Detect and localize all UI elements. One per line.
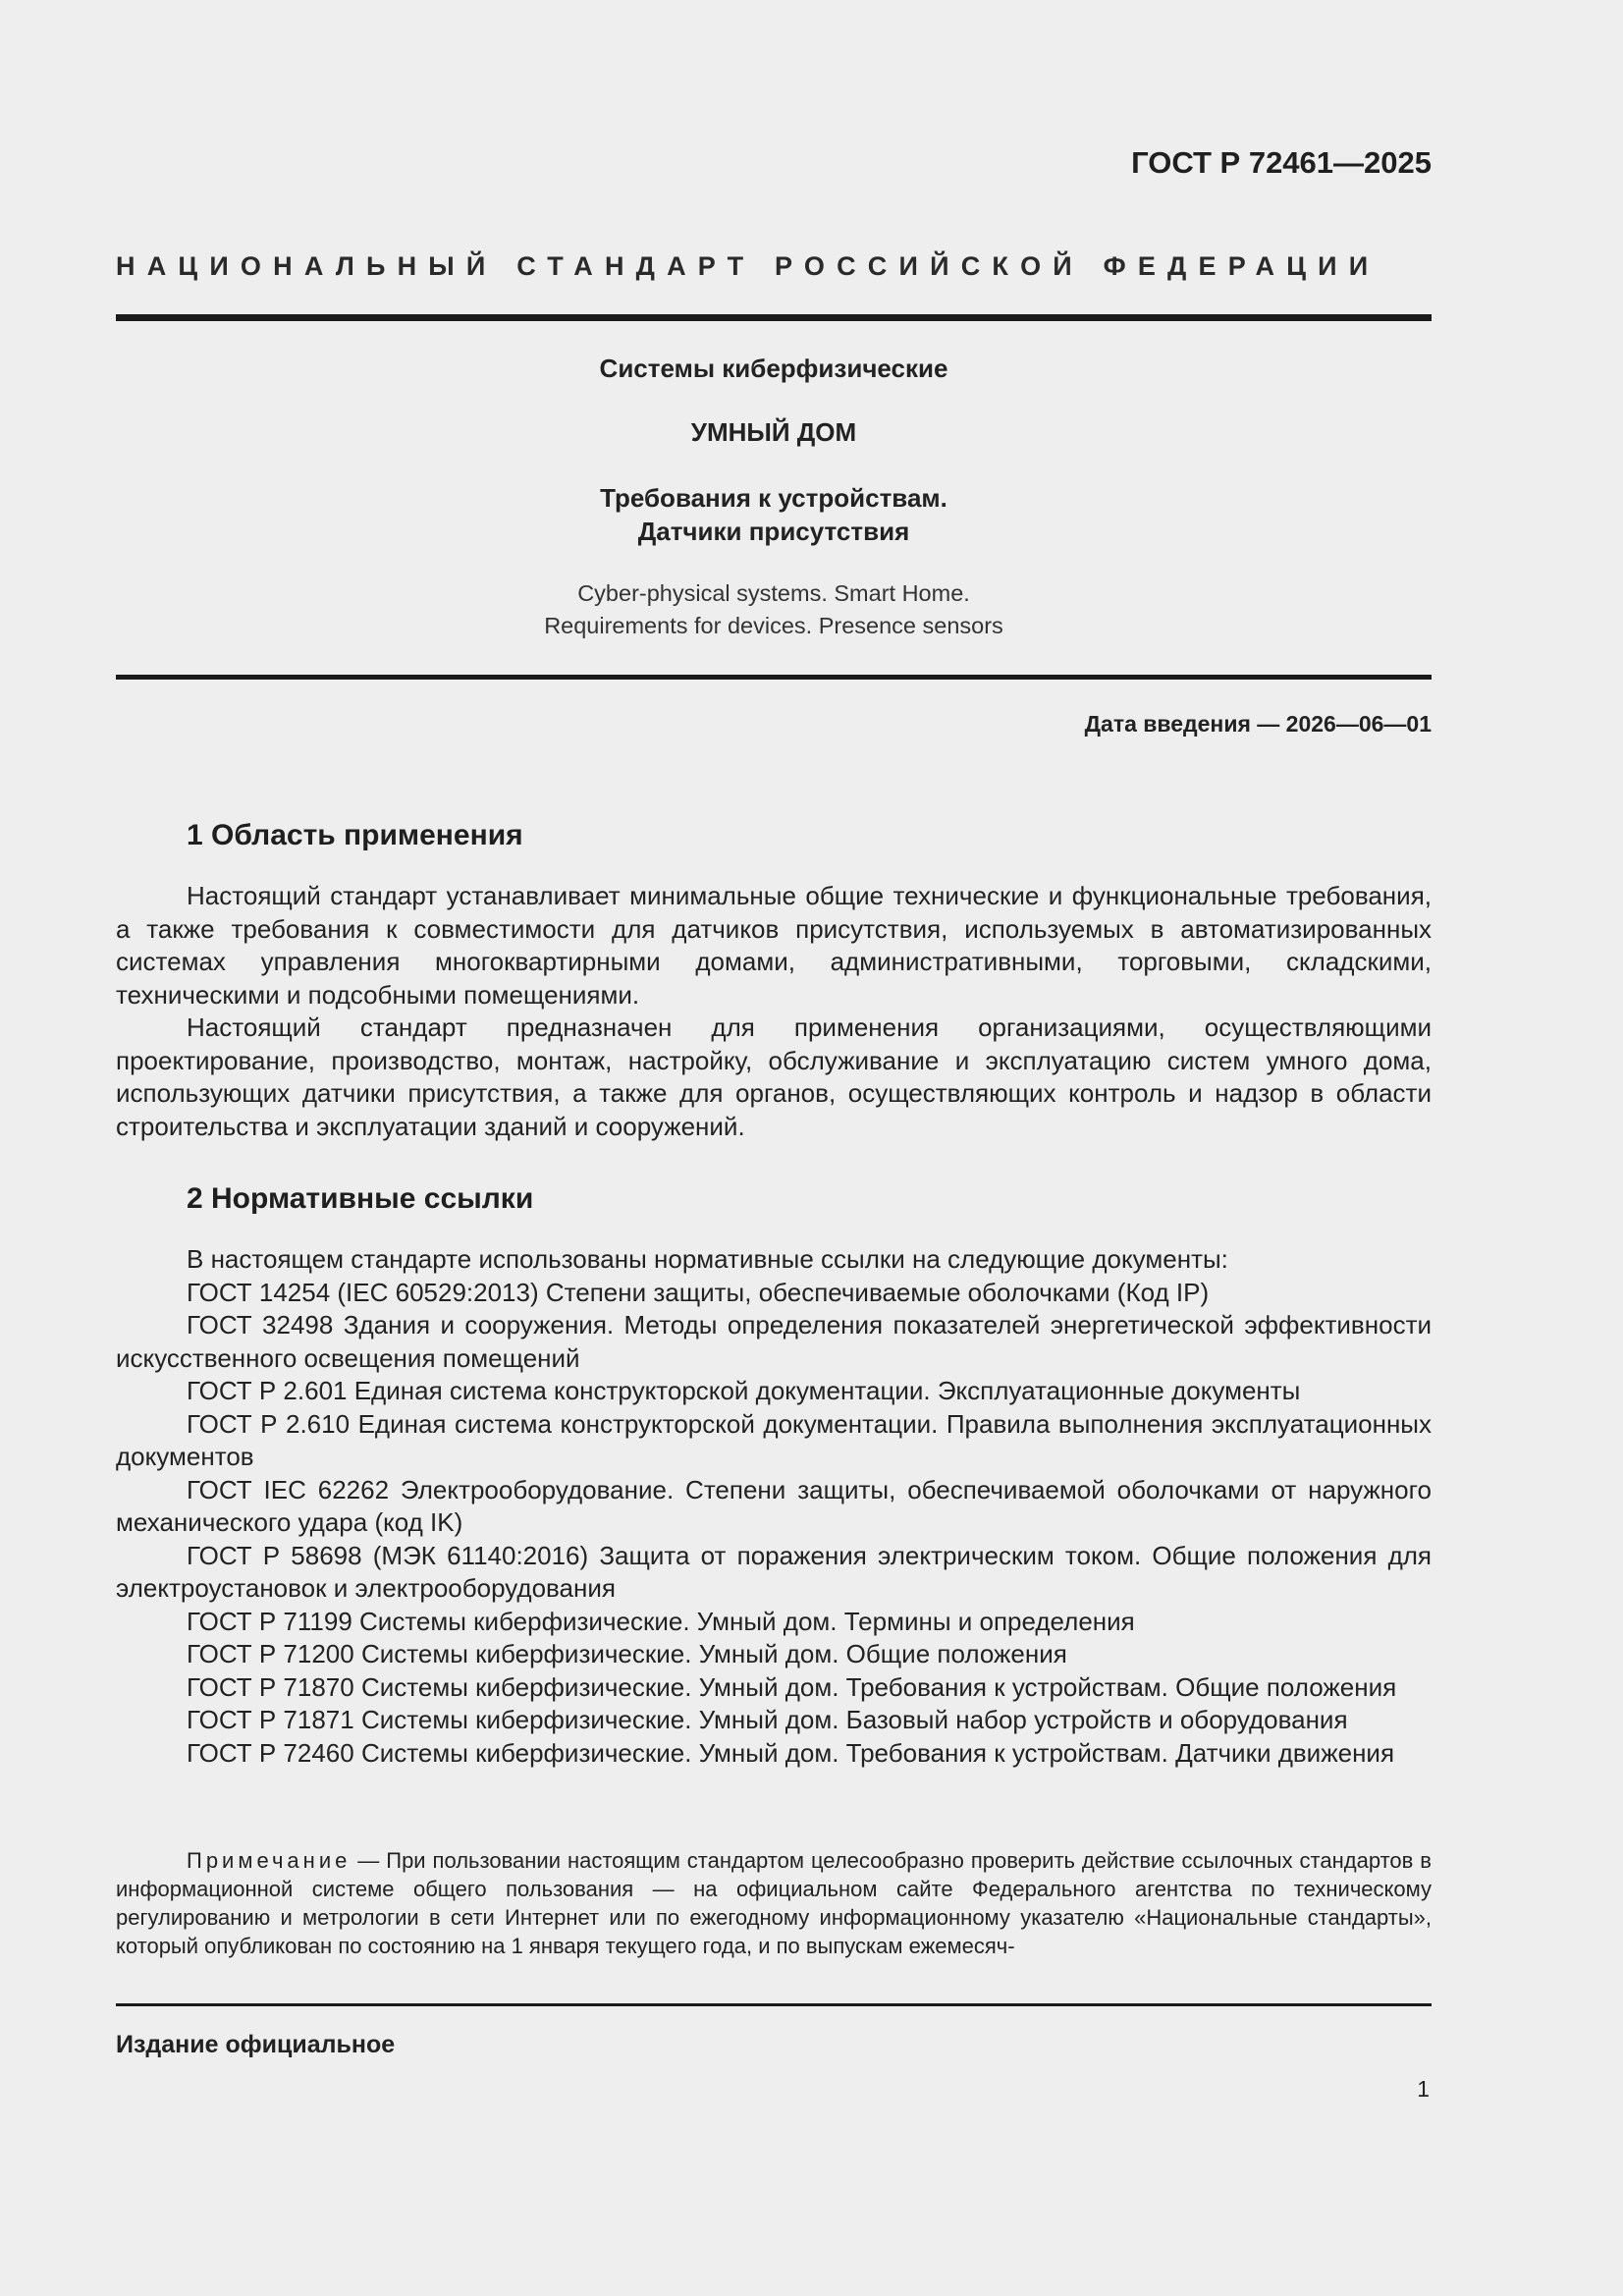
document-page xyxy=(116,0,1432,2296)
section-1-paragraph: Настоящий стандарт предназначен для применения организациями, осуществляющими проектирование, производство, монтаж, настройку, обслуживание и эксплуатацию систем умного дома, использующих датчики присутствия, а также для органов, осуществляющих контроль и надзор в области строительства и эксплуатации зданий и сооружений. xyxy=(116,1012,1432,1141)
title-requirements xyxy=(116,481,1432,548)
standard-code: ГОСТ Р 72461—2025 xyxy=(1131,145,1432,180)
title-english xyxy=(116,577,1432,642)
reference-item: ГОСТ 32498 Здания и сооружения. Методы определения показателей энергетической эффективности искусственного освещения помещений xyxy=(116,1310,1432,1373)
title-english-line1: Cyber-physical systems. Smart Home. xyxy=(577,580,970,606)
note-text: — При пользовании настоящим стандартом целесообразно проверить действие ссылочных стандартов в информационной системе общего пользования — на официальном сайте Федерального агентства по техническому регулированию и метрологии в сети Интернет или по ежегодному информационному указателю «Национальные стандарты», который опубликован по состоянию на 1 января текущего года, и по выпускам ежемесяч- xyxy=(116,1848,1432,1958)
title-smart-home: УМНЫЙ ДОМ xyxy=(690,417,857,447)
title-requirements-line1: Требования к устройствам. xyxy=(600,483,947,513)
page-number: 1 xyxy=(1417,2076,1430,2102)
reference-item: ГОСТ Р 71870 Системы киберфизические. Умный дом. Требования к устройствам. Общие положения xyxy=(187,1671,1397,1702)
reference-item: ГОСТ Р 58698 (МЭК 61140:2016) Защита от поражения электрическим током. Общие положения для электроустановок и электрооборудования xyxy=(116,1540,1432,1603)
date-of-introduction: Дата введения — 2026—06—01 xyxy=(1084,711,1432,737)
edition-label: Издание официальное xyxy=(116,2031,396,2058)
reference-item: ГОСТ Р 2.601 Единая система конструкторской документации. Эксплуатационные документы xyxy=(187,1376,1301,1405)
references-intro: В настоящем стандарте использованы нормативные ссылки на следующие документы: xyxy=(187,1244,1228,1274)
reference-item: ГОСТ Р 71200 Системы киберфизические. Умный дом. Общие положения xyxy=(187,1639,1067,1668)
reference-item: ГОСТ 14254 (IEC 60529:2013) Степени защиты, обеспечиваемые оболочками (Код IP) xyxy=(187,1277,1210,1307)
title-systems: Системы киберфизические xyxy=(599,354,948,383)
national-standard-banner: НАЦИОНАЛЬНЫЙ СТАНДАРТ РОССИЙСКОЙ ФЕДЕРАЦИИ xyxy=(116,251,1380,281)
section-1-heading: 1 Область применения xyxy=(187,819,523,851)
reference-item: ГОСТ Р 71199 Системы киберфизические. Умный дом. Термины и определения xyxy=(187,1606,1135,1636)
note-paragraph xyxy=(116,1846,1432,1960)
footer-divider xyxy=(116,2003,1432,2006)
note-label: Примечание xyxy=(187,1848,352,1873)
section-1-paragraph: Настоящий стандарт устанавливает минимальные общие технические и функциональные требования, а также требования к совместимости для датчиков присутствия, используемых в автоматизированных системах управления многоквартирными домами, административными, торговыми, складскими, техническими и подсобными помещениями. xyxy=(116,881,1432,1010)
reference-item: ГОСТ Р 72460 Системы киберфизические. Умный дом. Требования к устройствам. Датчики движения xyxy=(187,1737,1395,1768)
reference-item: ГОСТ Р 71871 Системы киберфизические. Умный дом. Базовый набор устройств и оборудования xyxy=(187,1705,1348,1734)
title-requirements-line2: Датчики присутствия xyxy=(637,517,910,546)
section-2-heading: 2 Нормативные ссылки xyxy=(187,1182,534,1215)
reference-item: ГОСТ IEC 62262 Электрооборудование. Степени защиты, обеспечиваемой оболочками от наружного механического удара (код IK) xyxy=(116,1474,1432,1537)
references-list xyxy=(116,1243,1432,1770)
reference-item: ГОСТ Р 2.610 Единая система конструкторской документации. Правила выполнения эксплуатационных документов xyxy=(116,1408,1432,1471)
top-divider xyxy=(116,314,1432,321)
section-1-body xyxy=(116,880,1432,1143)
title-divider xyxy=(116,675,1432,680)
title-english-line2: Requirements for devices. Presence sensors xyxy=(544,613,1003,638)
